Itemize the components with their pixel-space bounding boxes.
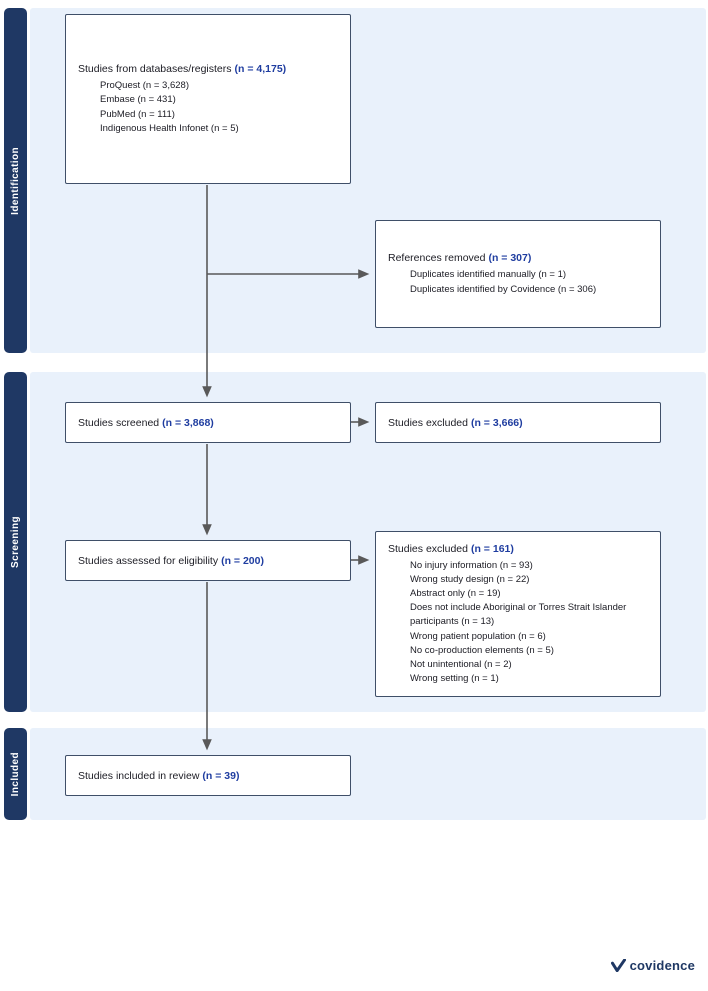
- box-studies-assessed: [65, 540, 351, 581]
- list-item: Abstract only (n = 19): [410, 587, 501, 599]
- box-title: [388, 251, 648, 265]
- box-title-text: Studies excluded: [388, 542, 468, 555]
- box-title-text: Studies assessed for eligibility: [78, 554, 219, 567]
- box-item-list: [388, 268, 648, 296]
- phase-label-screening: [4, 372, 27, 712]
- box-title: [78, 769, 338, 783]
- box-studies-excluded-eligibility: [375, 531, 661, 697]
- covidence-logo-text: covidence: [629, 958, 695, 973]
- phase-label-screening-text: Screening: [10, 516, 21, 568]
- box-title-n: (n = 161): [470, 542, 514, 555]
- list-item: Does not include Aboriginal or Torres Strait Islander participants (n = 13): [410, 602, 627, 628]
- list-item: Wrong setting (n = 1): [410, 673, 499, 685]
- list-item: Indigenous Health Infonet (n = 5): [100, 122, 239, 134]
- box-title-text: Studies from databases/registers: [78, 63, 232, 76]
- list-item: No co-production elements (n = 5): [410, 644, 554, 656]
- box-title-n: (n = 3,666): [470, 416, 523, 429]
- box-references-removed: [375, 220, 661, 328]
- box-title-n: (n = 4,175): [234, 63, 287, 76]
- box-title: [78, 554, 338, 568]
- list-item: Embase (n = 431): [100, 94, 176, 106]
- list-item: Duplicates identified by Covidence (n = 306): [410, 283, 597, 295]
- box-title: [388, 416, 648, 430]
- box-studies-screened: [65, 402, 351, 443]
- covidence-logo: [611, 958, 695, 973]
- box-studies-included: [65, 755, 351, 796]
- phase-label-included-text: Included: [10, 751, 21, 797]
- phase-label-identification-text: Identification: [10, 146, 21, 215]
- list-item: Duplicates identified manually (n = 1): [410, 269, 567, 281]
- phase-label-included: [4, 728, 27, 820]
- box-title: [78, 62, 338, 76]
- box-title-text: Studies included in review: [78, 769, 200, 782]
- list-item: PubMed (n = 111): [100, 108, 175, 120]
- box-title-text: Studies screened: [78, 416, 160, 429]
- box-item-list: [388, 559, 648, 687]
- box-title-n: (n = 3,868): [162, 416, 214, 429]
- list-item: Wrong study design (n = 22): [410, 573, 530, 585]
- box-item-list: [78, 79, 338, 136]
- list-item: Wrong patient population (n = 6): [410, 630, 546, 642]
- box-studies-from-databases: [65, 14, 351, 184]
- box-title: [78, 416, 338, 430]
- box-title: [388, 542, 648, 556]
- box-studies-excluded-screening: [375, 402, 661, 443]
- covidence-checkmark-icon: [611, 959, 626, 972]
- phase-label-identification: [4, 8, 27, 353]
- list-item: Not unintentional (n = 2): [410, 659, 512, 670]
- list-item: No injury information (n = 93): [410, 559, 533, 571]
- box-title-text: References removed: [388, 252, 486, 265]
- list-item: ProQuest (n = 3,628): [100, 80, 189, 92]
- box-title-n: (n = 39): [202, 769, 240, 782]
- box-title-text: Studies excluded: [388, 416, 468, 429]
- box-title-n: (n = 200): [221, 554, 264, 567]
- box-title-n: (n = 307): [488, 252, 532, 265]
